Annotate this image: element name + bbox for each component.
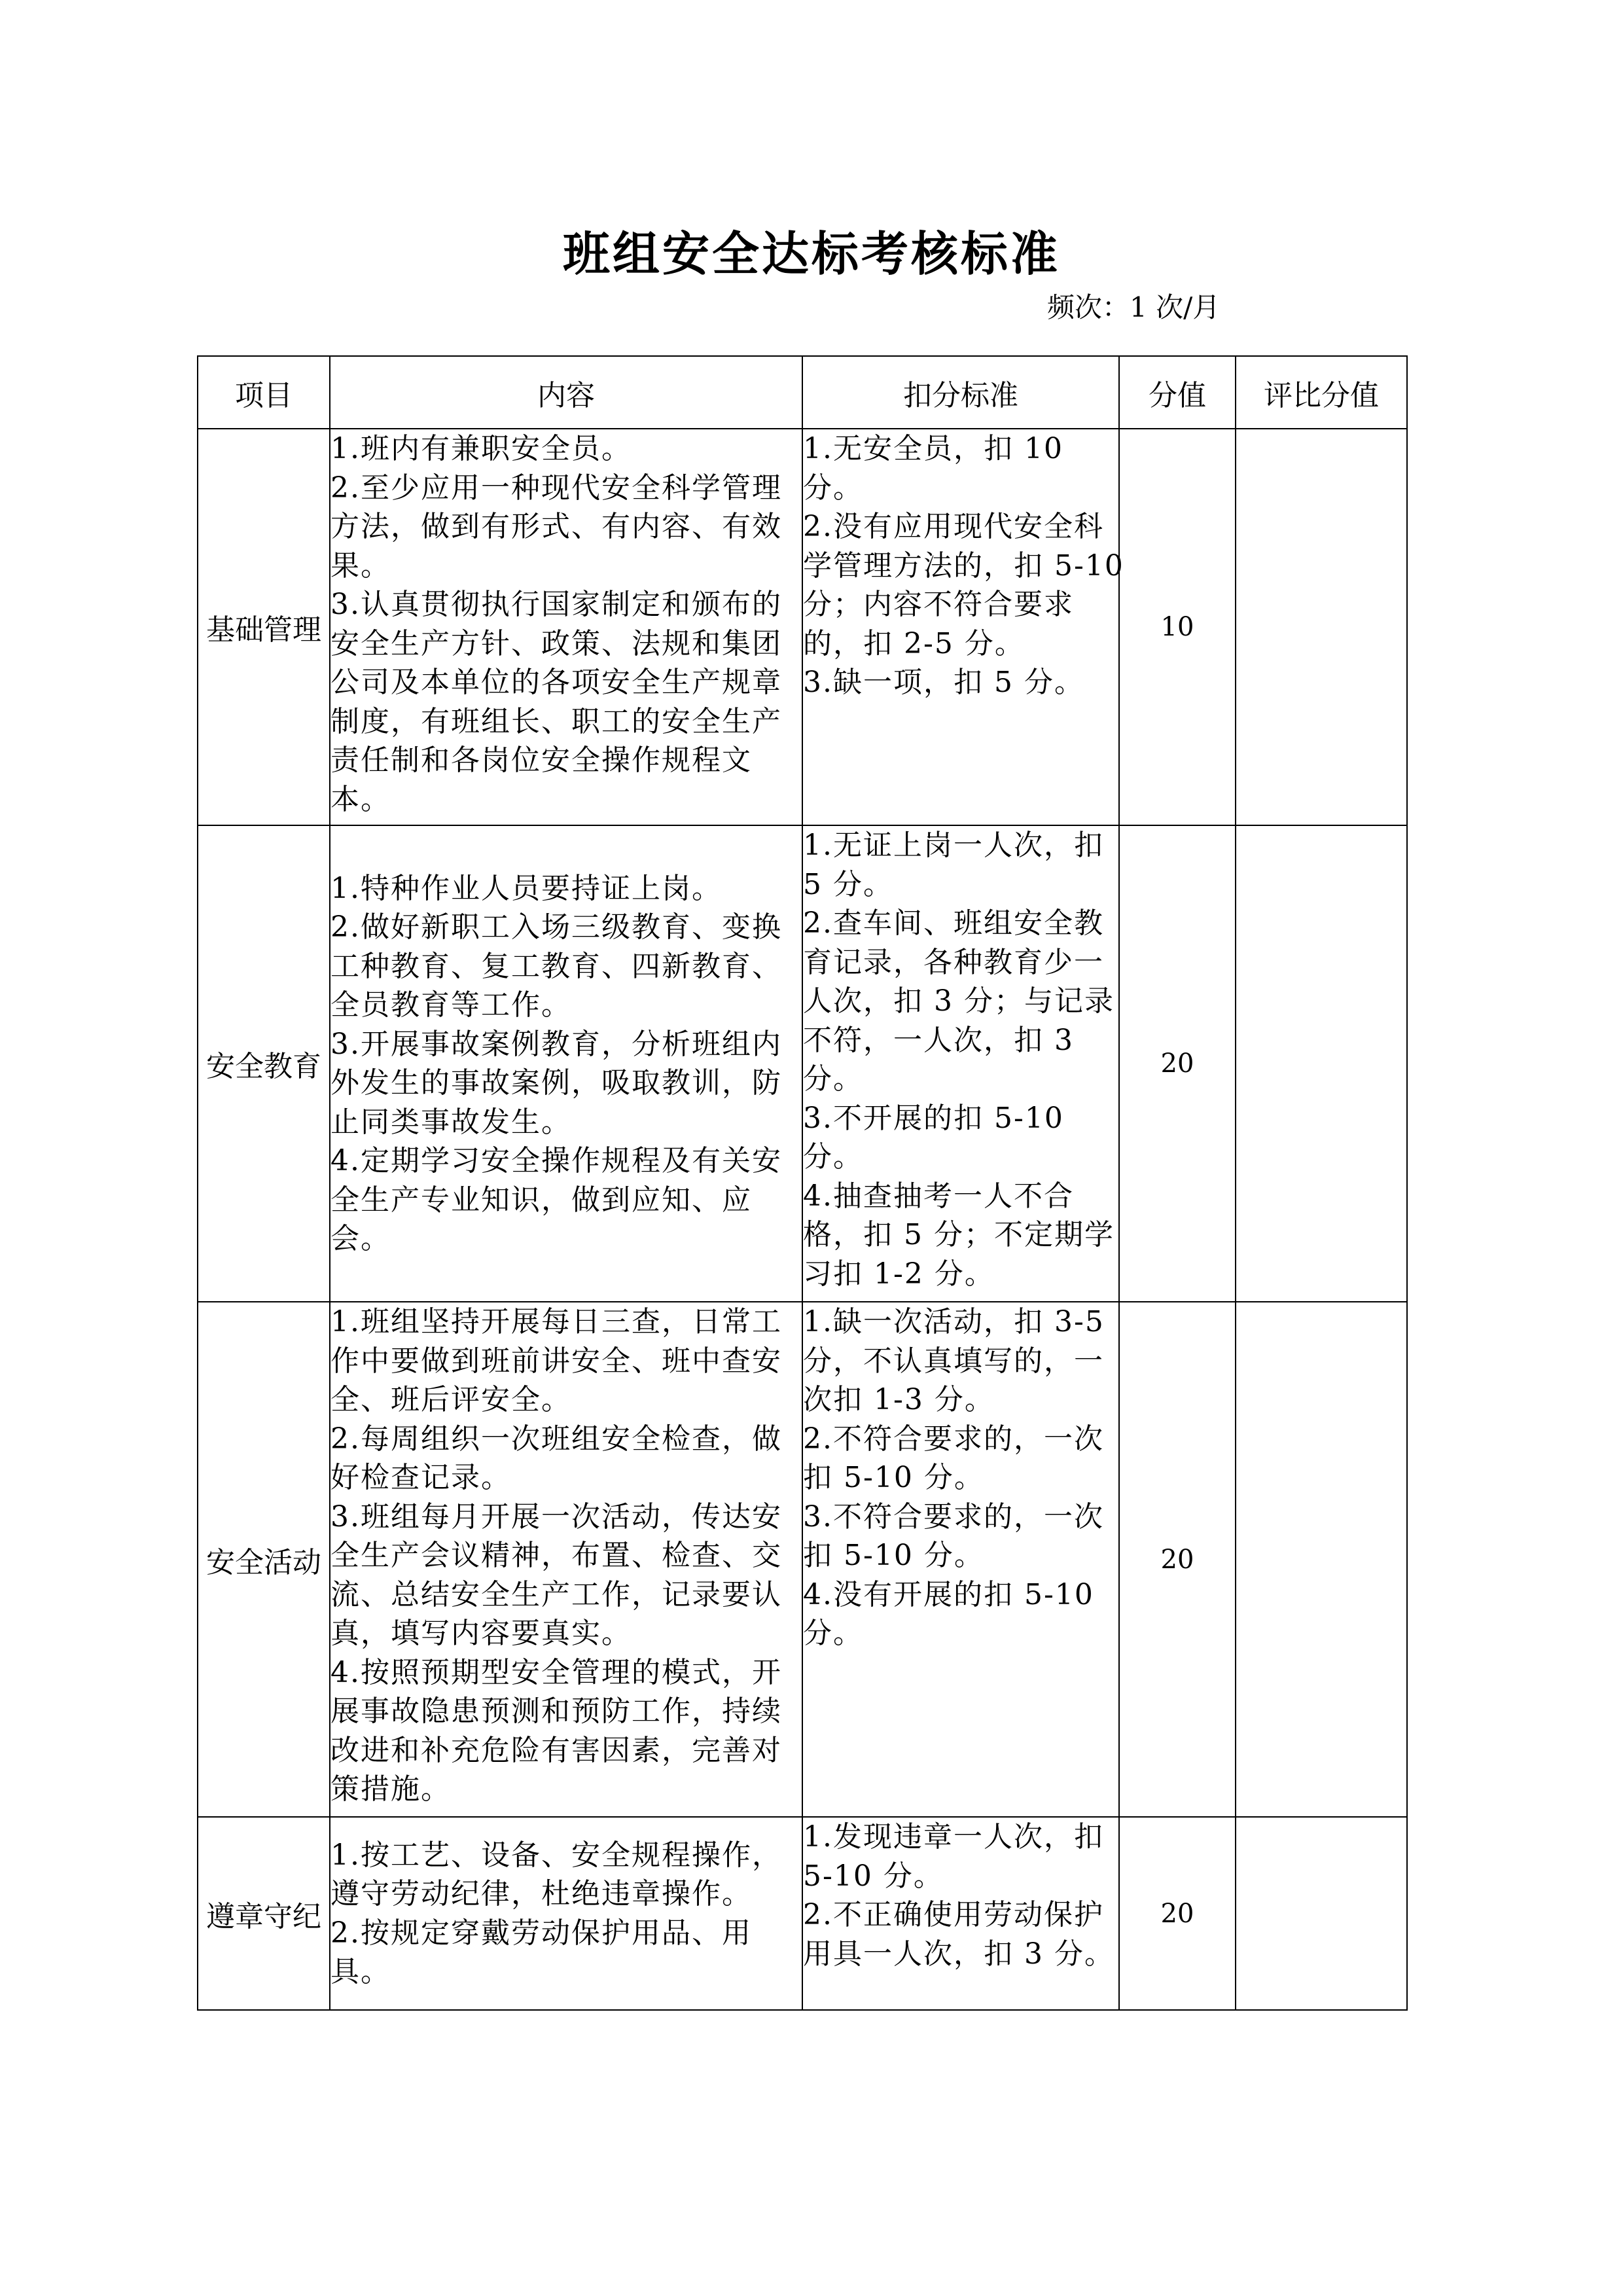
row-deduction	[802, 429, 1124, 825]
content-line: 3.班组每月开展一次活动，传达安	[330, 1499, 782, 1534]
deduction-line: 分。	[803, 1140, 863, 1174]
row-item: 基础管理	[198, 429, 330, 825]
table-row	[198, 1302, 1407, 1817]
deduction-line: 育记录，各种教育少一	[803, 945, 1104, 979]
content-line: 1.按工艺、设备、安全规程操作，	[330, 1838, 782, 1872]
content-line: 全生产会议精神，布置、检查、交	[330, 1539, 782, 1572]
deduction-line: 次扣 1-3 分。	[803, 1383, 995, 1416]
deduction-line: 1.无安全员，扣 10	[803, 432, 1063, 465]
content-line: 1.班内有兼职安全员。	[330, 432, 632, 465]
table-header-row	[198, 356, 1407, 429]
content-line: 本。	[330, 782, 391, 816]
deduction-line: 分；内容不符合要求	[803, 588, 1074, 621]
header-score: 分值	[1119, 356, 1236, 429]
deduction-line: 扣 5-10 分。	[803, 1461, 984, 1494]
deduction-line: 2.查车间、班组安全教	[803, 906, 1104, 940]
deduction-line: 用具一人次，扣 3 分。	[803, 1937, 1115, 1971]
header-deduction: 扣分标准	[802, 356, 1119, 429]
deduction-line: 分。	[803, 471, 863, 505]
deduction-line: 3.缺一项，扣 5 分。	[803, 666, 1084, 699]
deduction-line: 5-10 分。	[803, 1859, 944, 1893]
content-line: 工种教育、复工教育、四新教育、	[330, 949, 782, 983]
content-line: 止同类事故发生。	[330, 1105, 571, 1139]
deduction-line: 分。	[803, 1617, 863, 1650]
deduction-line: 不符，一人次，扣 3	[803, 1023, 1074, 1057]
deduction-line: 5 分。	[803, 867, 893, 901]
row-content	[330, 825, 802, 1302]
deduction-line: 2.没有应用现代安全科	[803, 510, 1104, 543]
content-line: 会。	[330, 1222, 391, 1255]
deduction-line: 人次，扣 3 分；与记录	[803, 984, 1115, 1018]
row-content	[330, 1817, 802, 2010]
content-line: 2.按规定穿戴劳动保护用品、用	[330, 1916, 752, 1950]
content-line: 具。	[330, 1955, 391, 1988]
content-line: 责任制和各岗位安全操作规程文	[330, 744, 752, 777]
content-line: 4.按照预期型安全管理的模式，开	[330, 1655, 782, 1689]
deduction-line: 2.不符合要求的，一次	[803, 1422, 1104, 1456]
deduction-line: 分。	[803, 1062, 863, 1096]
deduction-line: 1.发现违章一人次，扣	[803, 1820, 1104, 1854]
content-line: 制度，有班组长、职工的安全生产	[330, 704, 782, 738]
row-score: 10	[1119, 429, 1236, 825]
row-rating-cell[interactable]	[1236, 429, 1407, 825]
content-line: 全生产专业知识，做到应知、应	[330, 1183, 752, 1217]
deduction-line: 3.不开展的扣 5-10	[803, 1101, 1064, 1135]
row-rating-cell[interactable]	[1236, 1817, 1407, 2010]
content-line: 1.特种作业人员要持证上岗。	[330, 871, 722, 905]
row-item: 安全活动	[198, 1302, 330, 1817]
content-line: 安全生产方针、政策、法规和集团	[330, 626, 782, 660]
row-deduction	[802, 1817, 1119, 2010]
standards-table	[197, 355, 1408, 2011]
row-content	[330, 429, 802, 825]
header-rating: 评比分值	[1236, 356, 1407, 429]
deduction-line: 习扣 1-2 分。	[803, 1257, 995, 1291]
deduction-line: 4.没有开展的扣 5-10	[803, 1577, 1094, 1611]
row-rating-cell[interactable]	[1236, 1302, 1407, 1817]
deduction-line: 3.不符合要求的，一次	[803, 1499, 1104, 1534]
row-deduction	[802, 1302, 1119, 1817]
deduction-line: 1.缺一次活动，扣 3-5	[803, 1305, 1105, 1338]
row-item: 安全教育	[198, 825, 330, 1302]
header-content: 内容	[330, 356, 802, 429]
deduction-line: 的，扣 2-5 分。	[803, 626, 1025, 660]
deduction-line: 2.不正确使用劳动保护	[803, 1898, 1104, 1931]
content-line: 方法，做到有形式、有内容、有效	[330, 510, 782, 543]
row-deduction	[802, 825, 1119, 1302]
content-line: 全、班后评安全。	[330, 1383, 571, 1416]
row-item: 遵章守纪	[198, 1817, 330, 2010]
table-row	[198, 429, 1407, 825]
deduction-line: 扣 5-10 分。	[803, 1539, 984, 1572]
content-line: 好检查记录。	[330, 1461, 511, 1494]
row-score: 20	[1119, 825, 1236, 1302]
content-line: 2.至少应用一种现代安全科学管理	[330, 471, 782, 505]
table-row	[198, 1817, 1407, 2010]
content-line: 全员教育等工作。	[330, 988, 571, 1022]
content-line: 果。	[330, 548, 391, 583]
content-line: 4.定期学习安全操作规程及有关安	[330, 1144, 782, 1177]
content-line: 外发生的事故案例，吸取教训，防	[330, 1066, 782, 1100]
content-line: 公司及本单位的各项安全生产规章	[330, 666, 782, 699]
content-line: 2.每周组织一次班组安全检查，做	[330, 1422, 782, 1456]
deduction-line: 学管理方法的，扣 5-10	[803, 548, 1124, 583]
row-score: 20	[1119, 1302, 1236, 1817]
row-score: 20	[1119, 1817, 1236, 2010]
content-line: 2.做好新职工入场三级教育、变换	[330, 910, 782, 944]
content-line: 1.班组坚持开展每日三查，日常工	[330, 1305, 782, 1338]
content-line: 改进和补充危险有害因素，完善对	[330, 1733, 782, 1767]
deduction-line: 1.无证上岗一人次，扣	[803, 829, 1104, 862]
content-line: 遵守劳动纪律，杜绝违章操作。	[330, 1877, 752, 1910]
row-content	[330, 1302, 802, 1817]
frequency-label: 频次：1 次/月	[1047, 291, 1221, 323]
content-line: 3.开展事故案例教育，分析班组内	[330, 1027, 782, 1061]
content-line: 策措施。	[330, 1772, 451, 1806]
content-line: 流、总结安全生产工作，记录要认	[330, 1577, 782, 1611]
content-line: 展事故隐患预测和预防工作，持续	[330, 1695, 782, 1728]
document-title: 班组安全达标考核标准	[562, 226, 1060, 281]
content-line: 作中要做到班前讲安全、班中查安	[330, 1344, 782, 1378]
deduction-line: 格，扣 5 分；不定期学	[803, 1218, 1115, 1251]
table-row	[198, 825, 1407, 1302]
deduction-line: 4.抽查抽考一人不合	[803, 1179, 1074, 1213]
header-item: 项目	[198, 356, 330, 429]
deduction-line: 分，不认真填写的，一	[803, 1344, 1104, 1378]
content-line: 3.认真贯彻执行国家制定和颁布的	[330, 588, 782, 621]
content-line: 真，填写内容要真实。	[330, 1617, 632, 1650]
row-rating-cell[interactable]	[1236, 825, 1407, 1302]
